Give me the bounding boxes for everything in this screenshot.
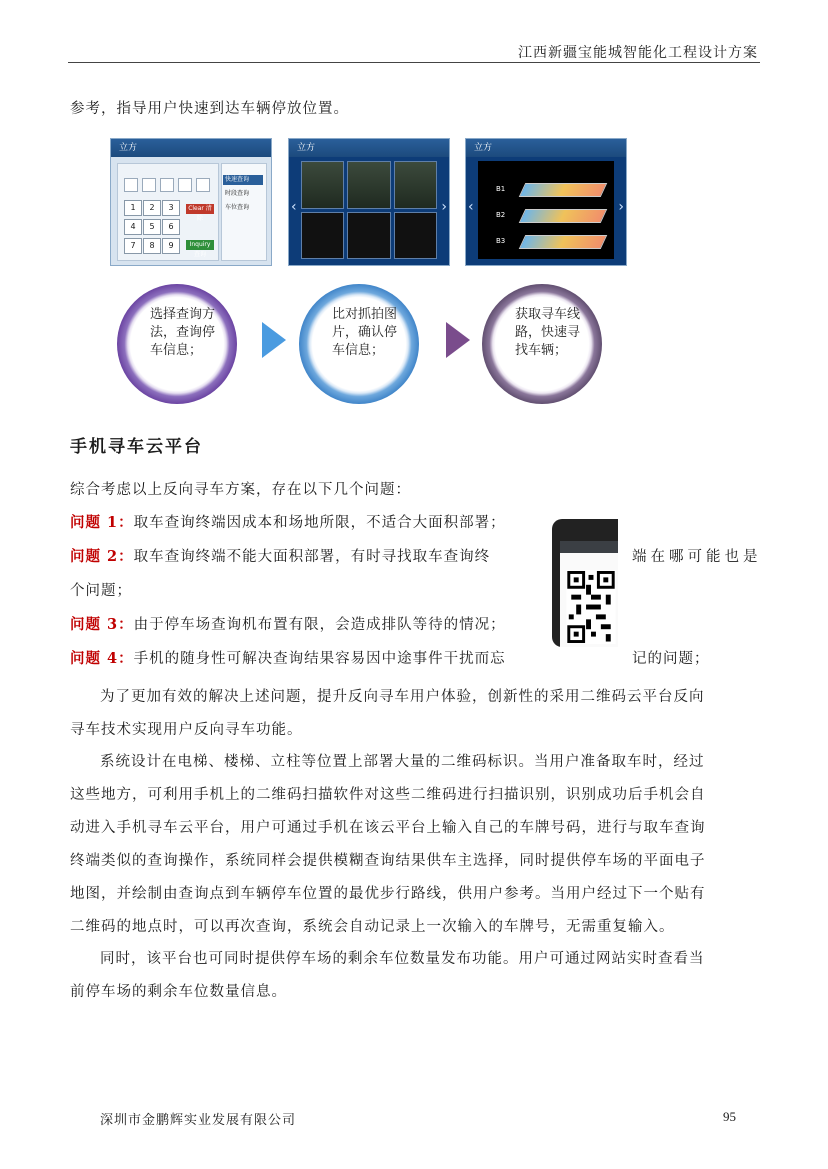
problem-2-continuation: 个问题； <box>70 583 132 599</box>
clear-key: Clear 清除 <box>186 204 214 214</box>
problem-text: 取车查询终端因成本和场地所限，不适合大面积部署； <box>133 515 506 531</box>
chevron-right-icon: › <box>441 199 447 215</box>
problem-4 <box>70 647 506 668</box>
paragraph-3-line-1: 同时，该平台也可同时提供停车场的剩余车位数量发布功能。用户可通过网站实时查看当 <box>100 951 705 967</box>
floor-map <box>478 161 614 259</box>
problem-tag: 问题 4： <box>70 650 134 667</box>
app-title-bar: 立方 <box>466 139 626 157</box>
key: 7 <box>124 238 142 254</box>
arrow-right-icon <box>262 322 286 358</box>
key: 6 <box>162 219 180 235</box>
app-title-bar: 立方 <box>289 139 449 157</box>
screenshot-capture-compare <box>288 138 450 266</box>
paragraph-2-line-3: 动进入手机寻车云平台，用户可通过手机在该云平台上输入自己的车牌号码，进行与取车查询 <box>70 820 706 836</box>
arrow-right-icon <box>446 322 470 358</box>
key: 1 <box>124 200 142 216</box>
inquiry-key: Inquiry 查询 <box>186 240 214 250</box>
plate-input-boxes <box>124 178 210 192</box>
problem-2 <box>70 545 490 566</box>
menu-item-quick: 快速查询 <box>223 175 263 185</box>
problem-2-tail: 端在哪可能也是 <box>632 549 762 565</box>
step-label: 选择查询方法，查询停车信息； <box>150 307 216 358</box>
problem-4-tail: 记的问题； <box>632 651 710 667</box>
problem-tag: 问题 3： <box>70 616 134 633</box>
menu-item-space: 车位查询 <box>225 204 250 211</box>
lead-text: 参考，指导用户快速到达车辆停放位置。 <box>70 101 349 117</box>
keypad-grid <box>124 200 178 254</box>
footer-company: 深圳市金鹏辉实业发展有限公司 <box>100 1113 297 1128</box>
paragraph-2-line-6: 二维码的地点时，可以再次查询，系统会自动记录上一次输入的车牌号，无需重复输入。 <box>70 919 675 935</box>
step-circle-2 <box>299 284 419 404</box>
screenshot-query-keypad <box>110 138 272 266</box>
paragraph-1-line-1: 为了更加有效的解决上述问题，提升反向寻车用户体验，创新性的采用二维码云平台反向 <box>100 689 705 705</box>
step-circle-1 <box>117 284 237 404</box>
floor-label: B3 <box>496 237 506 245</box>
section-title: 手机寻车云平台 <box>70 437 203 457</box>
paragraph-2-line-2: 这些地方，可利用手机上的二维码扫描软件对这些二维码进行扫描识别，识别成功后手机会自 <box>70 787 706 803</box>
chevron-right-icon: › <box>618 199 624 215</box>
step-circle-3 <box>482 284 602 404</box>
paragraph-1-line-2: 寻车技术实现用户反向寻车功能。 <box>70 722 303 738</box>
key: 5 <box>143 219 161 235</box>
capture-image-grid <box>301 161 437 259</box>
app-title-bar: 立方 <box>111 139 271 157</box>
step-label: 比对抓拍图片，确认停车信息； <box>332 307 398 358</box>
key: 9 <box>162 238 180 254</box>
key: 2 <box>143 200 161 216</box>
problem-tag: 问题 1： <box>70 514 134 531</box>
paragraph-3-line-2: 前停车场的剩余车位数量信息。 <box>70 984 287 1000</box>
header-rule <box>68 62 760 63</box>
floor-plane <box>519 183 608 197</box>
page-number: 95 <box>723 1109 736 1124</box>
problem-text: 手机的随身性可解决查询结果容易因中途事件干扰而忘 <box>133 651 506 667</box>
floor-label: B2 <box>496 211 506 219</box>
key: 8 <box>143 238 161 254</box>
screenshot-route-map <box>465 138 627 266</box>
step-label: 获取寻车线路，快速寻找车辆； <box>515 307 581 358</box>
intro-text: 综合考虑以上反向寻车方案，存在以下几个问题： <box>70 482 411 498</box>
chevron-left-icon: ‹ <box>468 199 474 215</box>
paragraph-2-line-4: 终端类似的查询操作，系统同样会提供模糊查询结果供车主选择，同时提供停车场的平面电子 <box>70 853 706 869</box>
problem-text: 由于停车场查询机布置有限，会造成排队等待的情况； <box>133 617 506 633</box>
floor-plane <box>519 235 608 249</box>
chevron-left-icon: ‹ <box>291 199 297 215</box>
floor-plane <box>519 209 608 223</box>
key: 4 <box>124 219 142 235</box>
problem-1 <box>70 511 506 532</box>
paragraph-2-line-1: 系统设计在电梯、楼梯、立柱等位置上部署大量的二维码标识。当用户准备取车时，经过 <box>100 754 705 770</box>
key: 3 <box>162 200 180 216</box>
problem-text: 取车查询终端不能大面积部署，有时寻找取车查询终 <box>133 549 491 565</box>
problem-tag: 问题 2： <box>70 548 134 565</box>
floor-label: B1 <box>496 185 506 193</box>
keypad-panel <box>117 163 219 261</box>
page-header-title: 江西新疆宝能城智能化工程设计方案 <box>518 45 758 61</box>
paragraph-2-line-5: 地图，并绘制由查询点到车辆停车位置的最优步行路线，供用户参考。当用户经过下一个贴有 <box>70 886 706 902</box>
problem-3 <box>70 613 506 634</box>
qr-code-icon <box>566 570 616 644</box>
menu-item-period: 时段查询 <box>225 190 250 197</box>
